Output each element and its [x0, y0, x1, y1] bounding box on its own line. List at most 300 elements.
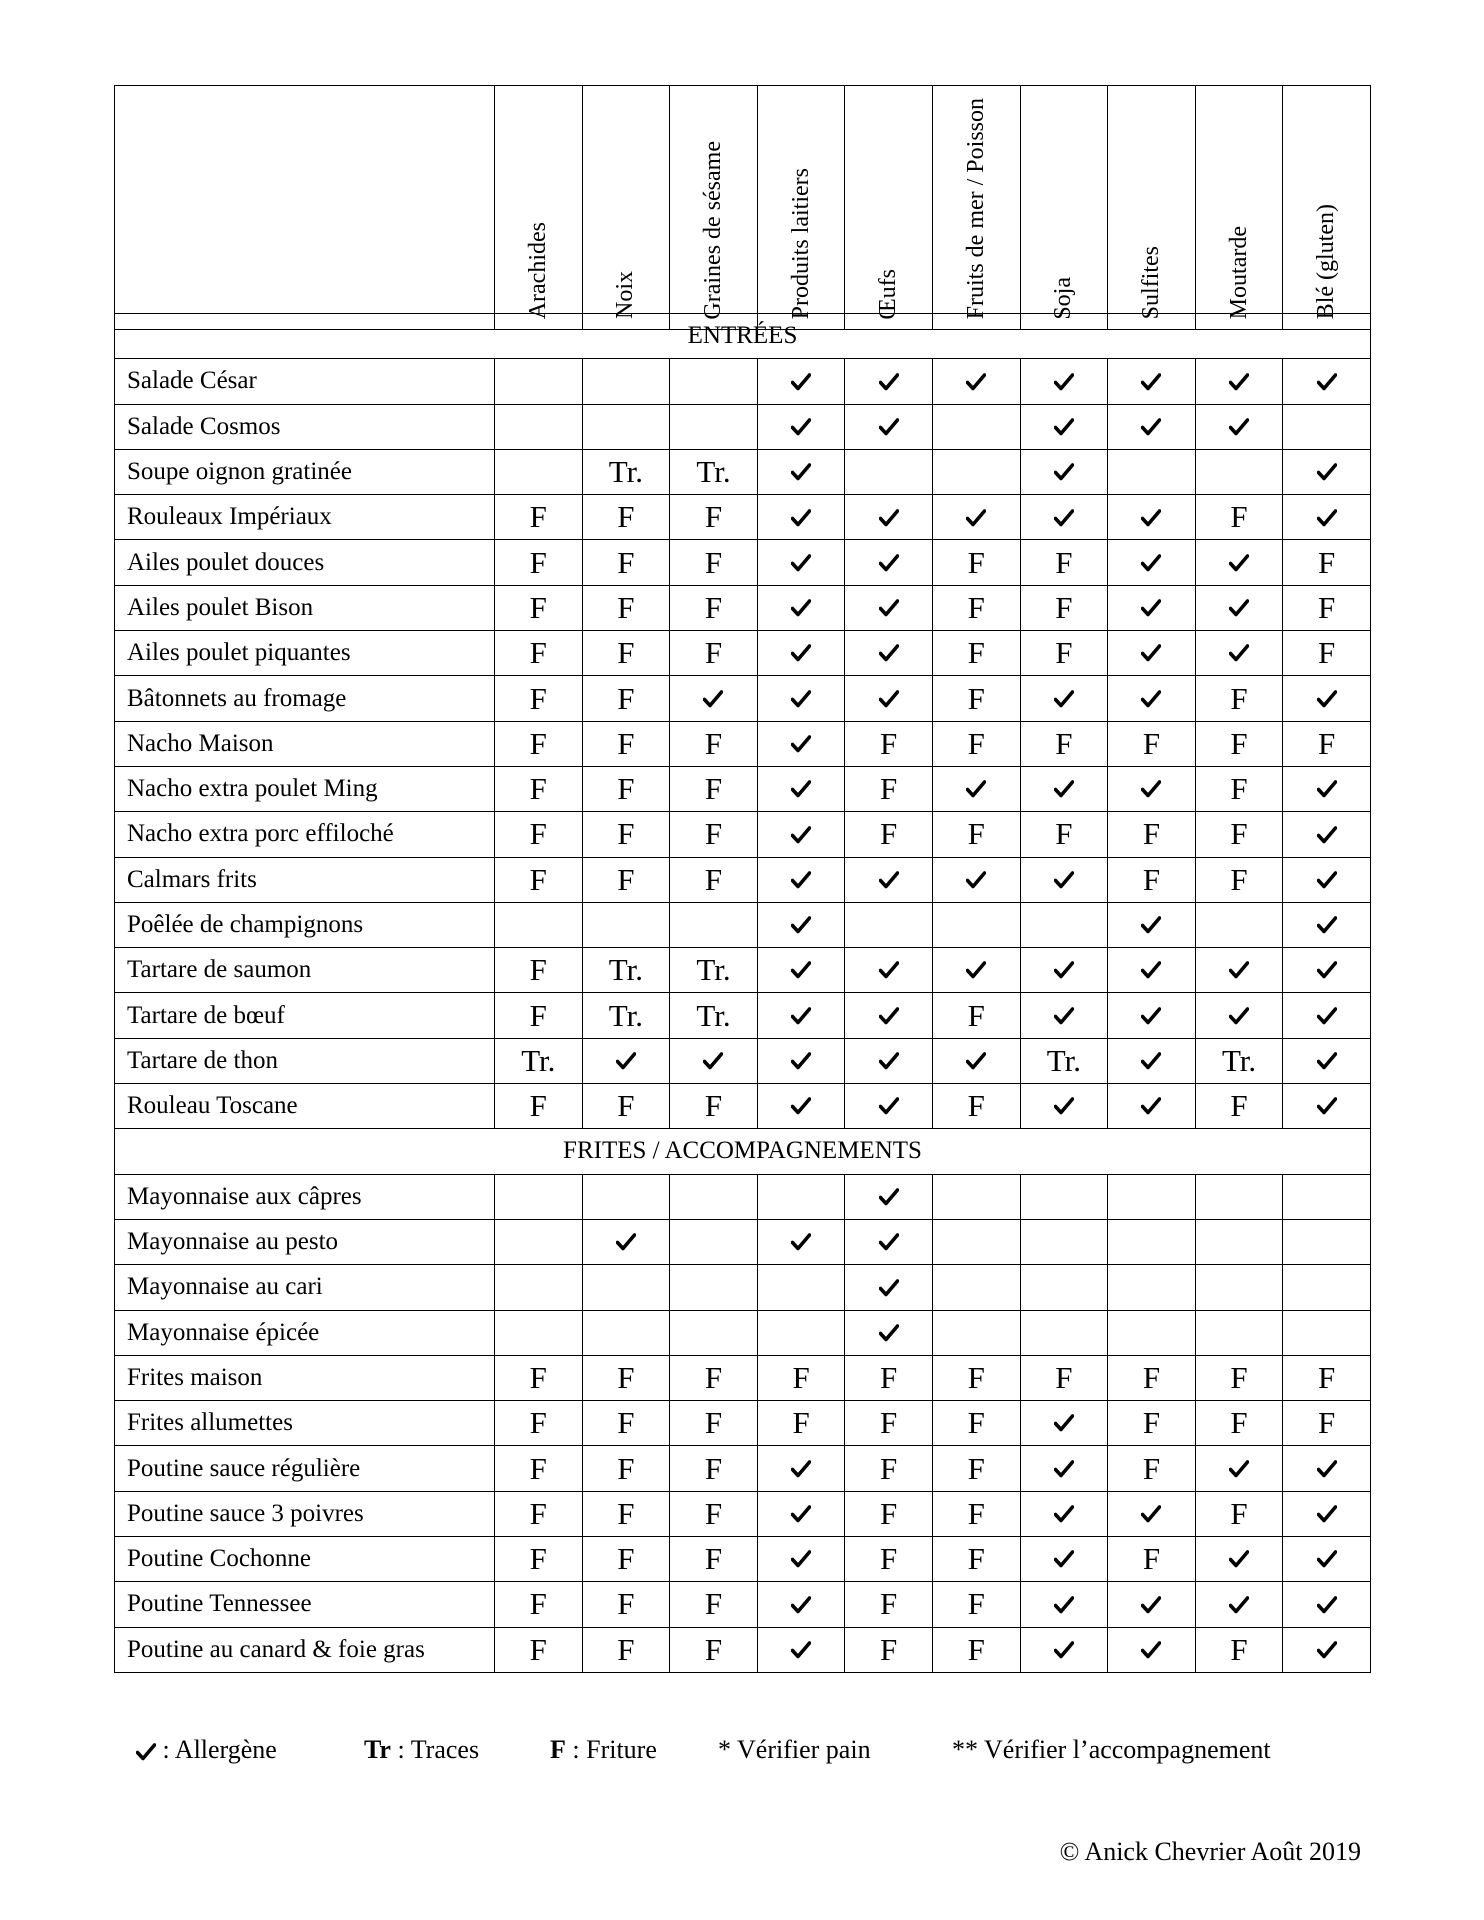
empty-cell [1283, 404, 1371, 449]
allergen-check-cell [1020, 1491, 1108, 1536]
check-icon [1317, 509, 1337, 527]
empty-cell [932, 1219, 1020, 1264]
allergen-check-cell [1195, 948, 1283, 993]
table-row [115, 721, 1371, 766]
friture-cell: F [582, 676, 670, 721]
allergen-check-cell [845, 359, 933, 404]
check-icon [791, 1097, 811, 1115]
traces-cell: Tr. [582, 948, 670, 993]
table-row [115, 495, 1371, 540]
allergen-check-cell [1020, 1582, 1108, 1627]
allergen-check-cell [1020, 359, 1108, 404]
allergen-check-cell [845, 857, 933, 902]
column-header-label: Sulfites [1137, 246, 1164, 320]
table-row [115, 1627, 1371, 1672]
friture-cell: F [1108, 721, 1196, 766]
allergen-check-cell [1108, 1084, 1196, 1129]
check-icon [1317, 1097, 1337, 1115]
table-row [115, 1446, 1371, 1491]
allergen-check-cell [1283, 1627, 1371, 1672]
empty-cell [582, 1310, 670, 1355]
allergen-check-cell [1283, 812, 1371, 857]
allergen-check-cell [1020, 1627, 1108, 1672]
table-row [115, 1355, 1371, 1400]
empty-cell [582, 1265, 670, 1310]
allergen-check-cell [932, 1038, 1020, 1083]
allergen-check-cell [670, 676, 758, 721]
check-icon [616, 1233, 636, 1251]
allergen-check-cell [845, 676, 933, 721]
traces-cell: Tr. [670, 449, 758, 494]
allergen-check-cell [1108, 1491, 1196, 1536]
check-icon [1054, 373, 1074, 391]
check-icon [1054, 1007, 1074, 1025]
allergen-check-cell [845, 540, 933, 585]
column-header-sulfites [1108, 86, 1196, 330]
empty-cell [757, 1265, 845, 1310]
check-icon [879, 1007, 899, 1025]
friture-cell: F [582, 1401, 670, 1446]
empty-cell [670, 1265, 758, 1310]
friture-cell: F [1195, 1084, 1283, 1129]
empty-cell [582, 902, 670, 947]
friture-cell: F [932, 540, 1020, 585]
check-icon [1317, 916, 1337, 934]
allergen-check-cell [1108, 631, 1196, 676]
allergen-check-cell [670, 1038, 758, 1083]
empty-cell [1195, 1265, 1283, 1310]
empty-cell [757, 1174, 845, 1219]
allergen-check-cell [845, 948, 933, 993]
check-icon [791, 780, 811, 798]
allergen-check-cell [757, 1219, 845, 1264]
friture-cell: F [1283, 631, 1371, 676]
allergen-check-cell [1108, 1627, 1196, 1672]
section-title: ENTRÉES [115, 314, 1371, 359]
dish-name: Mayonnaise épicée [115, 1310, 495, 1355]
dish-name: Poutine sauce régulière [115, 1446, 495, 1491]
check-icon [879, 690, 899, 708]
friture-cell: F [932, 812, 1020, 857]
friture-cell: F [495, 540, 583, 585]
check-icon [791, 871, 811, 889]
empty-cell [495, 902, 583, 947]
allergen-check-cell [1195, 631, 1283, 676]
table-row [115, 1265, 1371, 1310]
allergen-check-cell [1283, 948, 1371, 993]
allergen-check-cell [1108, 1038, 1196, 1083]
allergen-check-cell [1283, 495, 1371, 540]
allergen-check-cell [1283, 1582, 1371, 1627]
allergen-check-cell [757, 812, 845, 857]
friture-cell: F [1283, 540, 1371, 585]
friture-cell: F [932, 631, 1020, 676]
allergen-check-cell [1283, 1038, 1371, 1083]
friture-cell: F [495, 766, 583, 811]
table-row [115, 404, 1371, 449]
table-row [115, 1219, 1371, 1264]
empty-cell [495, 359, 583, 404]
table-row [115, 1174, 1371, 1219]
friture-cell: F [1195, 1491, 1283, 1536]
check-icon [1229, 1460, 1249, 1478]
friture-cell: F [495, 1537, 583, 1582]
allergen-check-cell [932, 948, 1020, 993]
friture-cell: F [495, 676, 583, 721]
friture-cell: F [845, 1627, 933, 1672]
empty-cell [1283, 1265, 1371, 1310]
table-row [115, 1038, 1371, 1083]
allergen-check-cell [1108, 766, 1196, 811]
column-header-label: Noix [612, 271, 639, 320]
traces-cell: Tr. [582, 449, 670, 494]
friture-cell: F [1020, 631, 1108, 676]
check-icon [791, 418, 811, 436]
check-icon [879, 961, 899, 979]
check-icon [1141, 1052, 1161, 1070]
dish-name: Bâtonnets au fromage [115, 676, 495, 721]
dish-name: Ailes poulet piquantes [115, 631, 495, 676]
empty-cell [495, 1310, 583, 1355]
check-icon [791, 1505, 811, 1523]
allergen-check-cell [757, 993, 845, 1038]
friture-cell: F [495, 1084, 583, 1129]
friture-cell: F [582, 1491, 670, 1536]
friture-cell: F [1108, 857, 1196, 902]
friture-cell: F [1020, 585, 1108, 630]
allergen-check-cell [1283, 1537, 1371, 1582]
friture-cell: F [932, 993, 1020, 1038]
dish-name: Tartare de saumon [115, 948, 495, 993]
friture-cell: F [495, 721, 583, 766]
check-icon [966, 1052, 986, 1070]
allergen-check-cell [757, 359, 845, 404]
friture-cell: F [495, 585, 583, 630]
allergen-check-cell [582, 1038, 670, 1083]
check-icon [1141, 690, 1161, 708]
dish-name: Tartare de bœuf [115, 993, 495, 1038]
empty-cell [932, 1174, 1020, 1219]
section-header-row [115, 314, 1371, 359]
check-icon [1141, 1596, 1161, 1614]
copyright-footer: © Anick Chevrier Août 2019 [1059, 1837, 1361, 1866]
check-icon [1141, 509, 1161, 527]
dish-name: Frites allumettes [115, 1401, 495, 1446]
table-row [115, 993, 1371, 1038]
section-title: FRITES / ACCOMPAGNEMENTS [115, 1129, 1371, 1174]
allergen-check-cell [1195, 1537, 1283, 1582]
dish-name: Poêlée de champignons [115, 902, 495, 947]
check-icon [1141, 1641, 1161, 1659]
friture-cell: F [670, 857, 758, 902]
check-icon [879, 1097, 899, 1115]
allergen-check-cell [932, 359, 1020, 404]
table-row [115, 948, 1371, 993]
friture-cell: F [932, 1355, 1020, 1400]
allergen-check-cell [757, 495, 845, 540]
check-icon [1141, 1505, 1161, 1523]
friture-cell: F [582, 812, 670, 857]
friture-cell: F [932, 585, 1020, 630]
allergen-check-cell [757, 1446, 845, 1491]
friture-cell: F [670, 812, 758, 857]
friture-cell: F [1020, 812, 1108, 857]
header-corner-cell [115, 86, 495, 330]
allergen-check-cell [845, 1174, 933, 1219]
empty-cell [582, 404, 670, 449]
allergen-check-cell [1020, 766, 1108, 811]
check-icon [1054, 463, 1074, 481]
allergen-check-cell [845, 1265, 933, 1310]
allergen-check-cell [1283, 993, 1371, 1038]
empty-cell [1020, 1174, 1108, 1219]
friture-cell: F [1108, 1355, 1196, 1400]
traces-cell: Tr. [495, 1038, 583, 1083]
empty-cell [1108, 449, 1196, 494]
check-icon [1141, 599, 1161, 617]
allergen-check-cell [757, 1537, 845, 1582]
friture-cell: F [1195, 721, 1283, 766]
empty-cell [1020, 1219, 1108, 1264]
check-icon [1054, 1505, 1074, 1523]
check-icon [966, 373, 986, 391]
allergen-check-cell [1108, 902, 1196, 947]
allergen-check-cell [1020, 948, 1108, 993]
empty-cell [1195, 1219, 1283, 1264]
table-row [115, 812, 1371, 857]
empty-cell [670, 359, 758, 404]
check-icon [966, 780, 986, 798]
allergen-check-cell [845, 631, 933, 676]
friture-cell: F [582, 1084, 670, 1129]
check-icon [1054, 418, 1074, 436]
table-row [115, 1582, 1371, 1627]
traces-cell: Tr. [582, 993, 670, 1038]
check-icon [1054, 1641, 1074, 1659]
check-icon [1229, 373, 1249, 391]
check-icon [791, 509, 811, 527]
friture-cell: F [495, 812, 583, 857]
check-icon [1141, 418, 1161, 436]
allergen-check-cell [1020, 676, 1108, 721]
check-icon [1141, 554, 1161, 572]
table-row [115, 585, 1371, 630]
dish-name: Calmars frits [115, 857, 495, 902]
friture-cell: F [932, 1401, 1020, 1446]
check-icon [966, 961, 986, 979]
empty-cell [1108, 1219, 1196, 1264]
allergen-check-cell [1020, 495, 1108, 540]
friture-cell: F [1195, 1401, 1283, 1446]
empty-cell [757, 1310, 845, 1355]
empty-cell [845, 902, 933, 947]
allergen-check-cell [1195, 1446, 1283, 1491]
allergen-check-cell [845, 993, 933, 1038]
empty-cell [1195, 1310, 1283, 1355]
legend-bread-note: * Vérifier pain [718, 1735, 871, 1764]
friture-cell: F [670, 540, 758, 585]
check-icon [879, 871, 899, 889]
dish-name: Salade Cosmos [115, 404, 495, 449]
check-icon [1317, 690, 1337, 708]
friture-cell: F [495, 1491, 583, 1536]
check-icon [879, 373, 899, 391]
table-row [115, 676, 1371, 721]
check-icon [1141, 916, 1161, 934]
dish-name: Poutine sauce 3 poivres [115, 1491, 495, 1536]
check-icon [616, 1052, 636, 1070]
check-icon [1229, 1550, 1249, 1568]
dish-name: Rouleaux Impériaux [115, 495, 495, 540]
dish-name: Tartare de thon [115, 1038, 495, 1083]
check-icon [791, 373, 811, 391]
check-icon [1229, 418, 1249, 436]
check-icon [879, 418, 899, 436]
legend-allergen-text: : Allergène [162, 1735, 277, 1764]
table-row [115, 1401, 1371, 1446]
allergen-check-cell [1195, 585, 1283, 630]
check-icon [1317, 1596, 1337, 1614]
table-row [115, 1537, 1371, 1582]
column-header-label: Produits laitiers [787, 168, 814, 320]
dish-name: Poutine Cochonne [115, 1537, 495, 1582]
check-icon [1229, 554, 1249, 572]
friture-cell: F [582, 585, 670, 630]
column-header-noix [582, 86, 670, 330]
dish-name: Frites maison [115, 1355, 495, 1400]
empty-cell [495, 1265, 583, 1310]
check-icon [879, 1324, 899, 1342]
empty-cell [1195, 449, 1283, 494]
legend-allergen [136, 1735, 277, 1765]
check-icon [1229, 1596, 1249, 1614]
empty-cell [582, 359, 670, 404]
empty-cell [845, 449, 933, 494]
friture-cell: F [1020, 540, 1108, 585]
friture-cell: F [582, 631, 670, 676]
friture-cell: F [495, 993, 583, 1038]
check-icon [791, 463, 811, 481]
friture-cell: F [1195, 766, 1283, 811]
friture-cell: F [495, 1582, 583, 1627]
friture-cell: F [845, 1491, 933, 1536]
check-icon [1317, 1550, 1337, 1568]
friture-cell: F [582, 1355, 670, 1400]
empty-cell [1108, 1265, 1196, 1310]
allergen-check-cell [1020, 1446, 1108, 1491]
allergen-check-cell [1108, 585, 1196, 630]
column-header-produits-laitiers [757, 86, 845, 330]
allergen-check-cell [1108, 1582, 1196, 1627]
check-icon [791, 1641, 811, 1659]
allergen-check-cell [1195, 540, 1283, 585]
empty-cell [1020, 902, 1108, 947]
friture-cell: F [757, 1355, 845, 1400]
check-icon [1317, 1641, 1337, 1659]
table-row [115, 1491, 1371, 1536]
empty-cell [670, 404, 758, 449]
allergen-check-cell [757, 1491, 845, 1536]
column-header-label: Arachides [524, 222, 551, 320]
dish-name: Ailes poulet Bison [115, 585, 495, 630]
friture-cell: F [1108, 1537, 1196, 1582]
allergen-check-cell [1108, 948, 1196, 993]
allergen-check-cell [757, 857, 845, 902]
friture-cell: F [1195, 857, 1283, 902]
allergen-check-cell [757, 721, 845, 766]
allergen-check-cell [1283, 359, 1371, 404]
friture-cell: F [495, 631, 583, 676]
allergen-check-cell [1195, 404, 1283, 449]
empty-cell [670, 1219, 758, 1264]
column-header-arachides [495, 86, 583, 330]
check-icon [791, 735, 811, 753]
friture-cell: F [582, 495, 670, 540]
empty-cell [670, 1174, 758, 1219]
empty-cell [1283, 1310, 1371, 1355]
dish-name: Nacho extra poulet Ming [115, 766, 495, 811]
column-header-label: Graines de sésame [699, 140, 726, 320]
dish-name: Salade César [115, 359, 495, 404]
traces-cell: Tr. [670, 993, 758, 1038]
column-header-soja [1020, 86, 1108, 330]
friture-cell: F [1108, 1401, 1196, 1446]
check-icon [791, 1233, 811, 1251]
table-row [115, 540, 1371, 585]
check-icon [1317, 1505, 1337, 1523]
empty-cell [932, 449, 1020, 494]
empty-cell [932, 902, 1020, 947]
friture-cell: F [1283, 1401, 1371, 1446]
friture-cell: F [845, 1446, 933, 1491]
friture-cell: F [932, 1537, 1020, 1582]
friture-cell: F [582, 1446, 670, 1491]
check-icon [703, 690, 723, 708]
check-icon [1141, 780, 1161, 798]
allergen-check-cell [1195, 359, 1283, 404]
empty-cell [932, 1310, 1020, 1355]
column-header-graines-de-sesame [670, 86, 758, 330]
check-icon [1317, 1052, 1337, 1070]
allergen-check-cell [1020, 404, 1108, 449]
friture-cell: F [932, 721, 1020, 766]
table-row [115, 449, 1371, 494]
table-row [115, 1310, 1371, 1355]
friture-cell: F [670, 585, 758, 630]
friture-cell: F [932, 1582, 1020, 1627]
friture-cell: F [1020, 1355, 1108, 1400]
check-icon [1229, 644, 1249, 662]
dish-name: Mayonnaise au cari [115, 1265, 495, 1310]
check-icon [1317, 1460, 1337, 1478]
friture-cell: F [845, 1537, 933, 1582]
check-icon [1141, 644, 1161, 662]
allergen-table [114, 313, 1371, 1673]
check-icon [791, 1052, 811, 1070]
allergen-check-cell [1020, 1084, 1108, 1129]
friture-cell: F [670, 495, 758, 540]
check-icon [791, 826, 811, 844]
friture-cell: F [495, 1355, 583, 1400]
empty-cell [1195, 902, 1283, 947]
allergen-check-cell [845, 585, 933, 630]
allergen-check-cell [757, 449, 845, 494]
check-icon [879, 1233, 899, 1251]
empty-cell [1108, 1310, 1196, 1355]
friture-cell: F [1195, 676, 1283, 721]
column-header-label: Soja [1050, 276, 1077, 320]
allergen-check-cell [582, 1219, 670, 1264]
